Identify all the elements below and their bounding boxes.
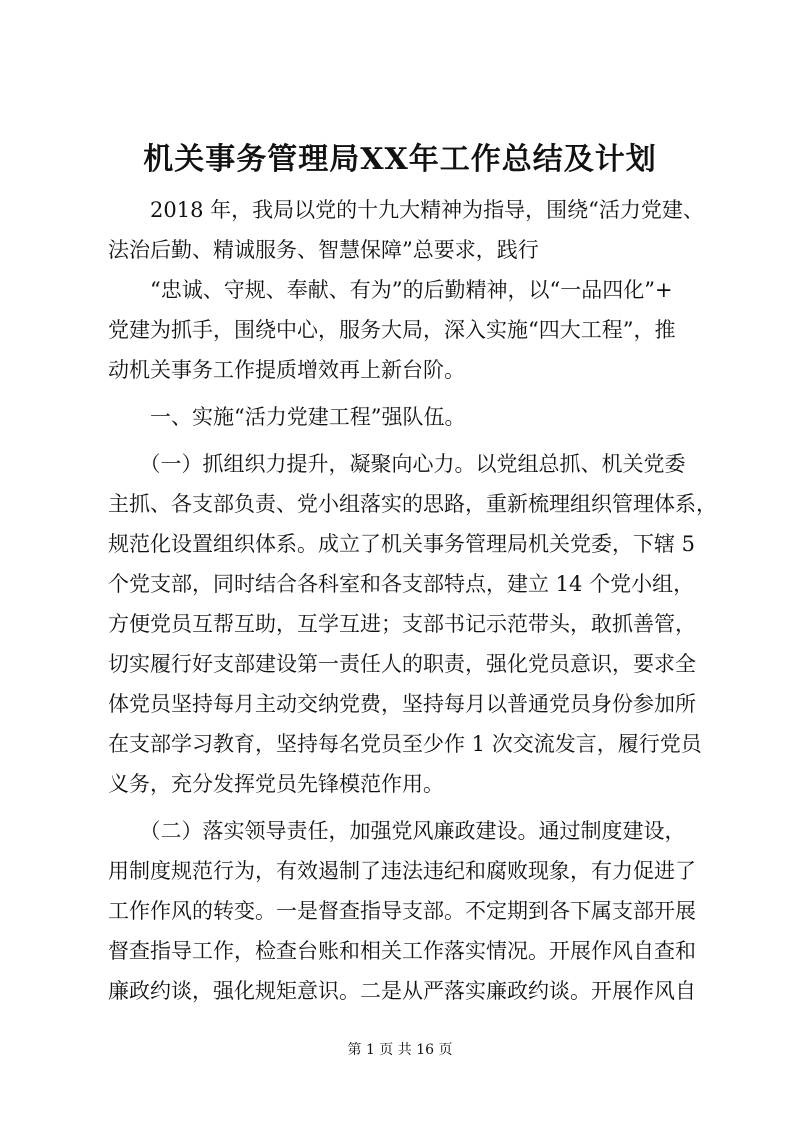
document-title: 机关事务管理局XX年工作总结及计划 xyxy=(143,142,657,177)
document-body xyxy=(108,190,717,1011)
text-line: 个党支部，同时结合各科室和各支部特点，建立 14 个党小组， xyxy=(108,572,695,596)
text-line: 规范化设置组织体系。成立了机关事务管理局机关党委，下辖 5 xyxy=(108,532,696,556)
text-line: 体党员坚持每月主动交纳党费，坚持每月以普通党员身份参加所 xyxy=(108,692,696,716)
text-line: 用制度规范行为，有效遏制了违法违纪和腐败现象，有力促进了 xyxy=(108,859,696,883)
text-line: 督查指导工作，检查台账和相关工作落实情况。开展作风自查和 xyxy=(108,939,696,963)
text-line: 切实履行好支部建设第一责任人的职责，强化党员意识，要求全 xyxy=(108,652,696,676)
page-number-footer: 第 1 页 共 16 页 xyxy=(347,1042,453,1058)
text-line: 在支部学习教育，坚持每名党员至少作 1 次交流发言，履行党员 xyxy=(108,732,702,756)
text-line: （一）抓组织力提升，凝聚向心力。以党组总抓、机关党委 xyxy=(108,452,686,476)
text-line: 廉政约谈，强化规矩意识。二是从严落实廉政约谈。开展作风自 xyxy=(108,979,696,1003)
text-line: 党建为抓手，围绕中心，服务大局，深入实施“四大工程”，推 xyxy=(108,318,676,342)
text-line: “忠诚、守规、奉献、有为”的后勤精神，以“一品四化”+ xyxy=(108,278,673,302)
text-line: 动机关事务工作提质增效再上新台阶。 xyxy=(108,358,465,382)
text-line: 工作作风的转变。一是督查指导支部。不定期到各下属支部开展 xyxy=(108,899,696,923)
text-line: （二）落实领导责任，加强党风廉政建设。通过制度建设， xyxy=(108,819,686,843)
text-line: 主抓、各支部负责、党小组落实的思路，重新梳理组织管理体系， xyxy=(108,492,717,516)
text-line: 法治后勤、精诚服务、智慧保障”总要求，践行 xyxy=(108,238,539,262)
text-line: 义务，充分发挥党员先锋模范作用。 xyxy=(108,772,444,796)
text-line: 方便党员互帮互助，互学互进；支部书记示范带头，敢抓善管， xyxy=(108,612,696,636)
section-heading: 一、实施“活力党建工程”强队伍。 xyxy=(108,405,466,429)
text-line: 2018 年，我局以党的十九大精神为指导，围绕“活力党建、 xyxy=(108,198,704,222)
